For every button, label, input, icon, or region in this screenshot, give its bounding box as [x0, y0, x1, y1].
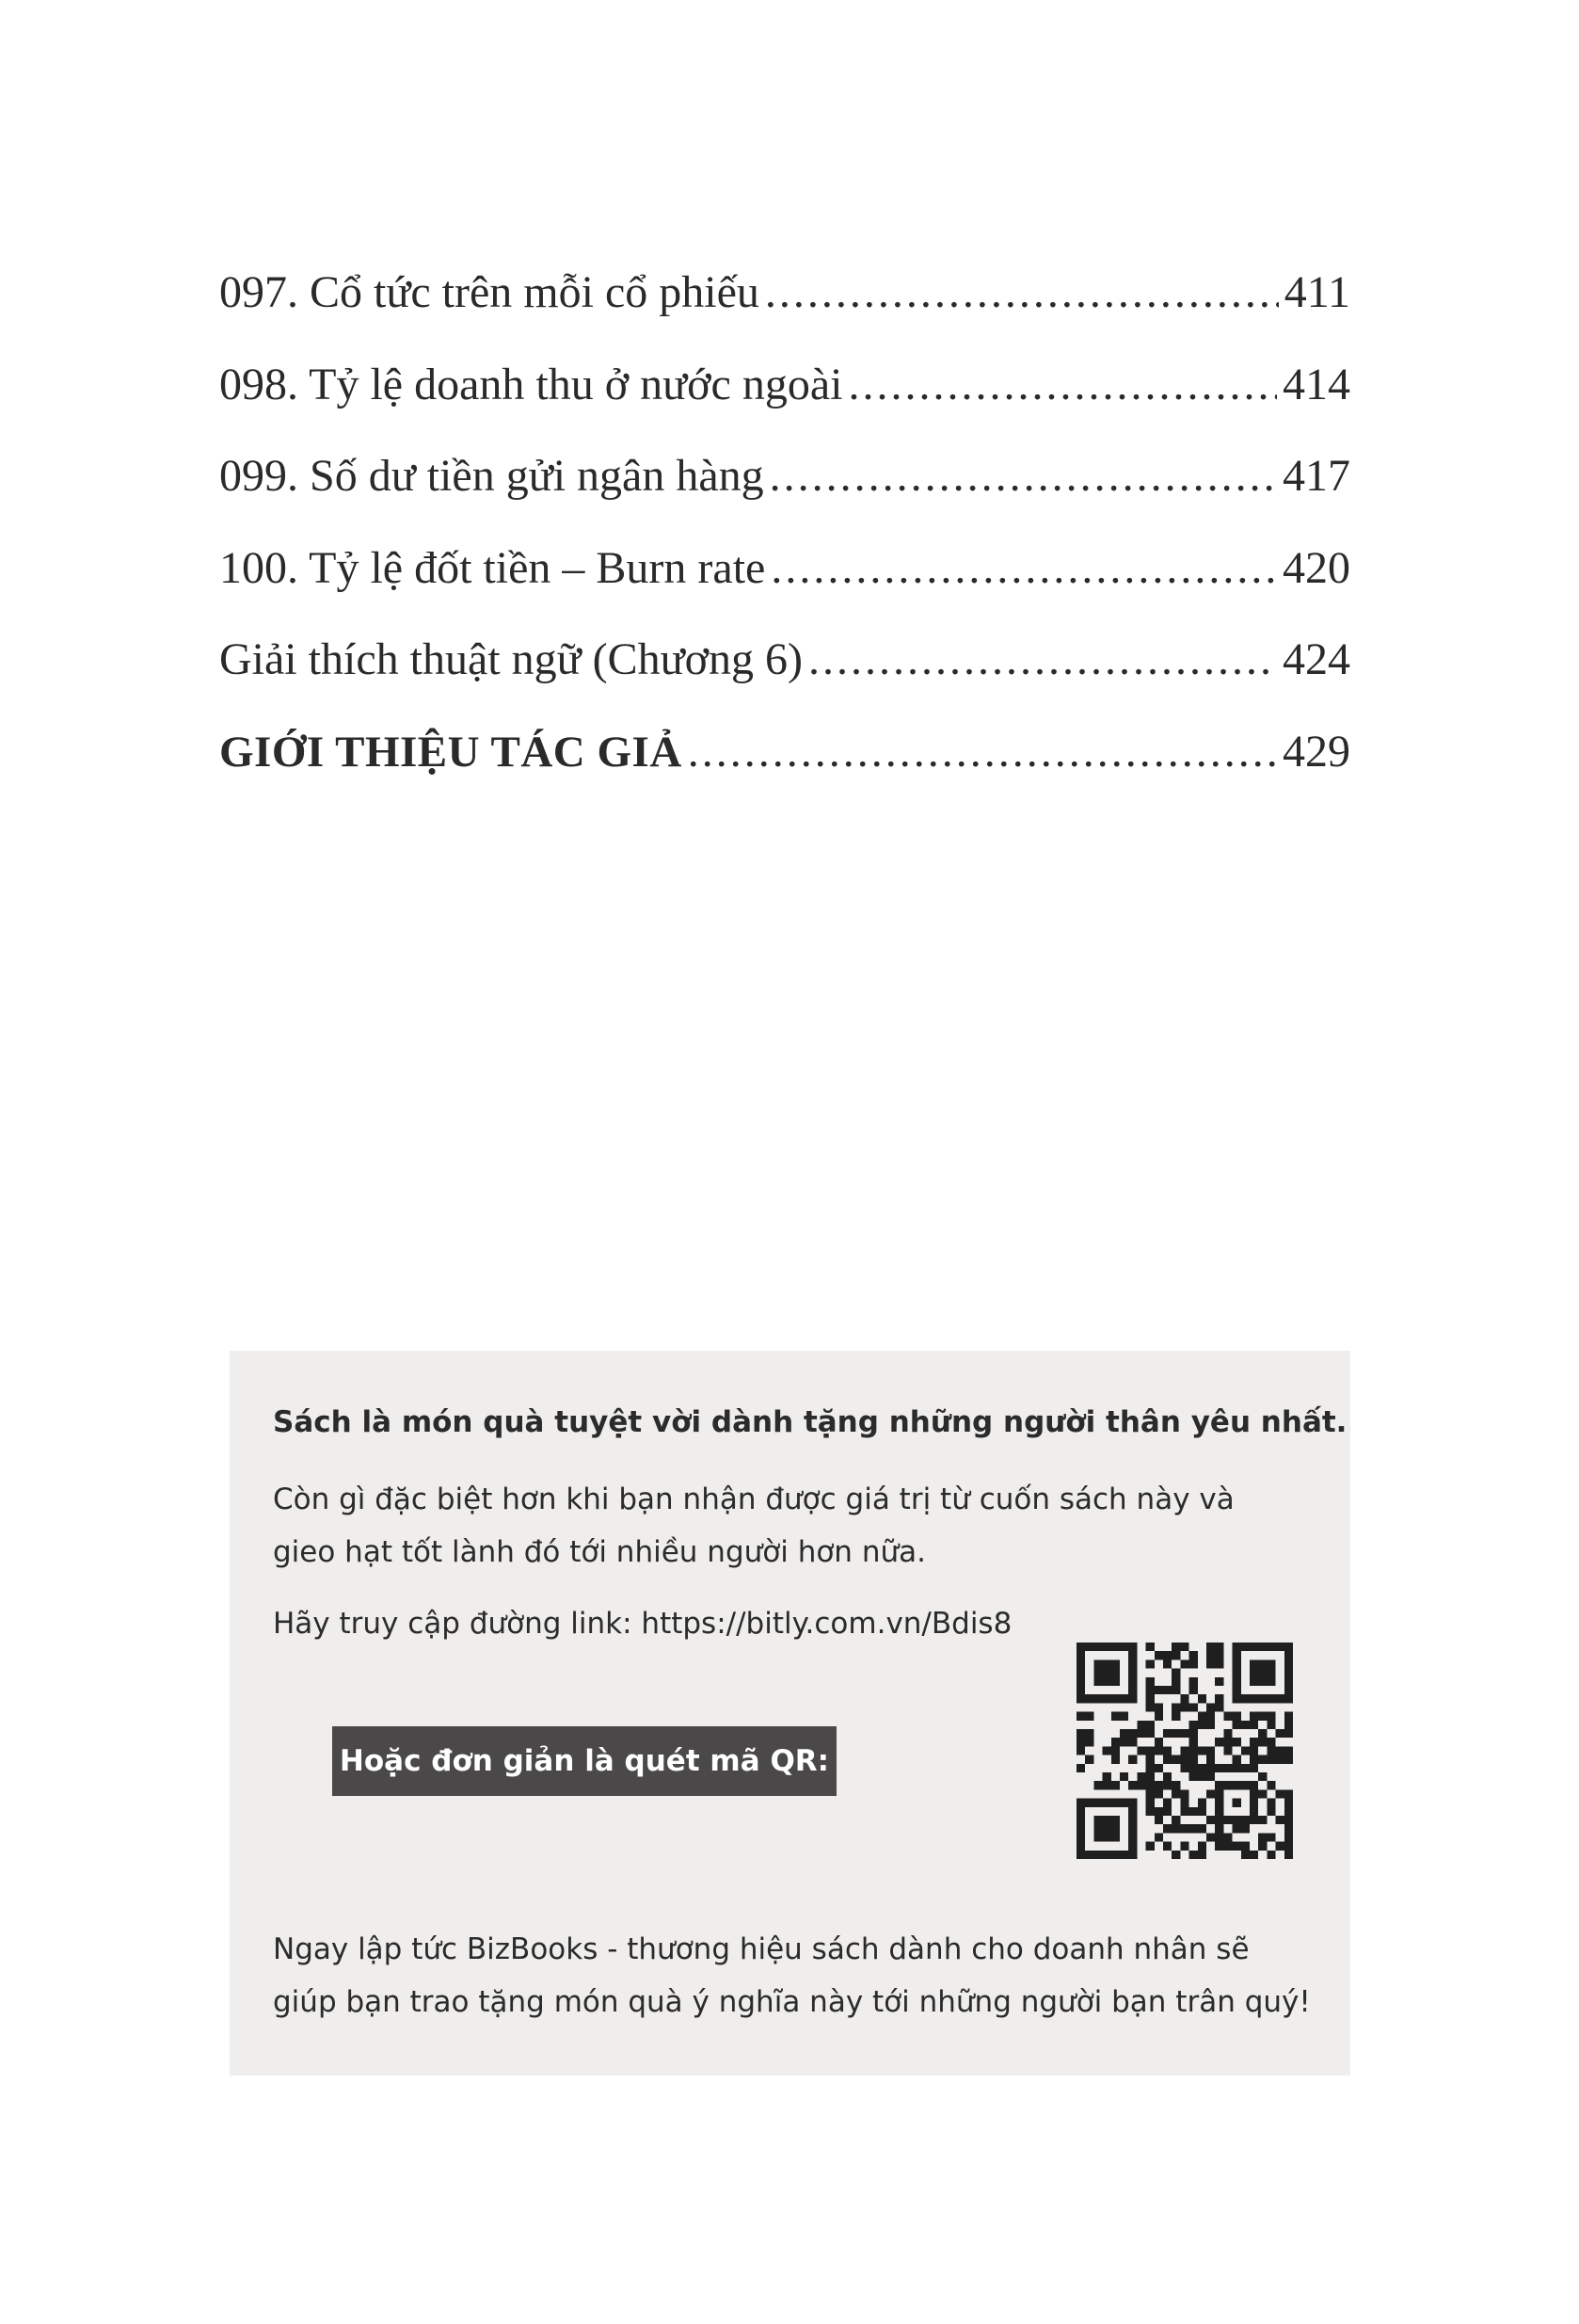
dot-leader — [771, 522, 1277, 615]
gift-promo-box — [230, 1351, 1350, 2076]
toc-entry-099[interactable] — [219, 430, 1350, 522]
scan-qr-label: Hoặc đơn giản là quét mã QR: — [332, 1726, 837, 1796]
toc-entry-title: 100. Tỷ lệ đốt tiền – Burn rate — [219, 542, 766, 593]
toc-entry-097[interactable] — [219, 247, 1350, 339]
promo-link[interactable]: Hãy truy cập đường link: https://bitly.com.vn/Bdis8 — [273, 1607, 1013, 1641]
toc-entry-glossary[interactable] — [219, 614, 1350, 706]
promo-footer — [273, 1923, 1327, 2028]
dot-leader — [765, 247, 1279, 339]
toc-entry-page-number: 429 — [1283, 726, 1350, 777]
toc-entry-title: 099. Số dư tiền gửi ngân hàng — [219, 451, 764, 501]
promo-footer-line: Ngay lập tức BizBooks - thương hiệu sách dành cho doanh nhân sẽ — [273, 1932, 1250, 1966]
dot-leader — [688, 706, 1277, 798]
toc-entry-page-number: 420 — [1283, 542, 1350, 593]
toc-entry-page-number: 411 — [1284, 267, 1350, 317]
toc-entry-page-number: 417 — [1283, 451, 1350, 501]
toc-entry-page-number: 414 — [1283, 359, 1350, 409]
promo-body-line: Còn gì đặc biệt hơn khi bạn nhận được giá trị từ cuốn sách này và — [273, 1483, 1235, 1516]
toc-entry-about-author[interactable] — [219, 706, 1350, 798]
dot-leader — [848, 339, 1277, 431]
dot-leader — [808, 614, 1277, 706]
toc-entry-098[interactable] — [219, 339, 1350, 431]
toc-entry-title: GIỚI THIỆU TÁC GIẢ — [219, 727, 682, 777]
promo-body-line: gieo hạt tốt lành đó tới nhiều người hơn nữa. — [273, 1535, 926, 1569]
table-of-contents — [219, 247, 1350, 797]
toc-entry-title: 098. Tỷ lệ doanh thu ở nước ngoài — [219, 359, 843, 409]
dot-leader — [770, 430, 1277, 522]
toc-entry-page-number: 424 — [1283, 634, 1350, 684]
toc-entry-100[interactable] — [219, 522, 1350, 615]
toc-entry-title: 097. Cổ tức trên mỗi cổ phiếu — [219, 267, 759, 317]
promo-headline: Sách là món quà tuyệt vời dành tặng những người thân yêu nhất. — [273, 1405, 1348, 1439]
promo-footer-line: giúp bạn trao tặng món quà ý nghĩa này tới những người bạn trân quý! — [273, 1985, 1311, 2019]
qr-code-icon[interactable] — [1077, 1643, 1293, 1859]
toc-entry-title: Giải thích thuật ngữ (Chương 6) — [219, 634, 803, 684]
promo-body — [273, 1473, 1308, 1579]
